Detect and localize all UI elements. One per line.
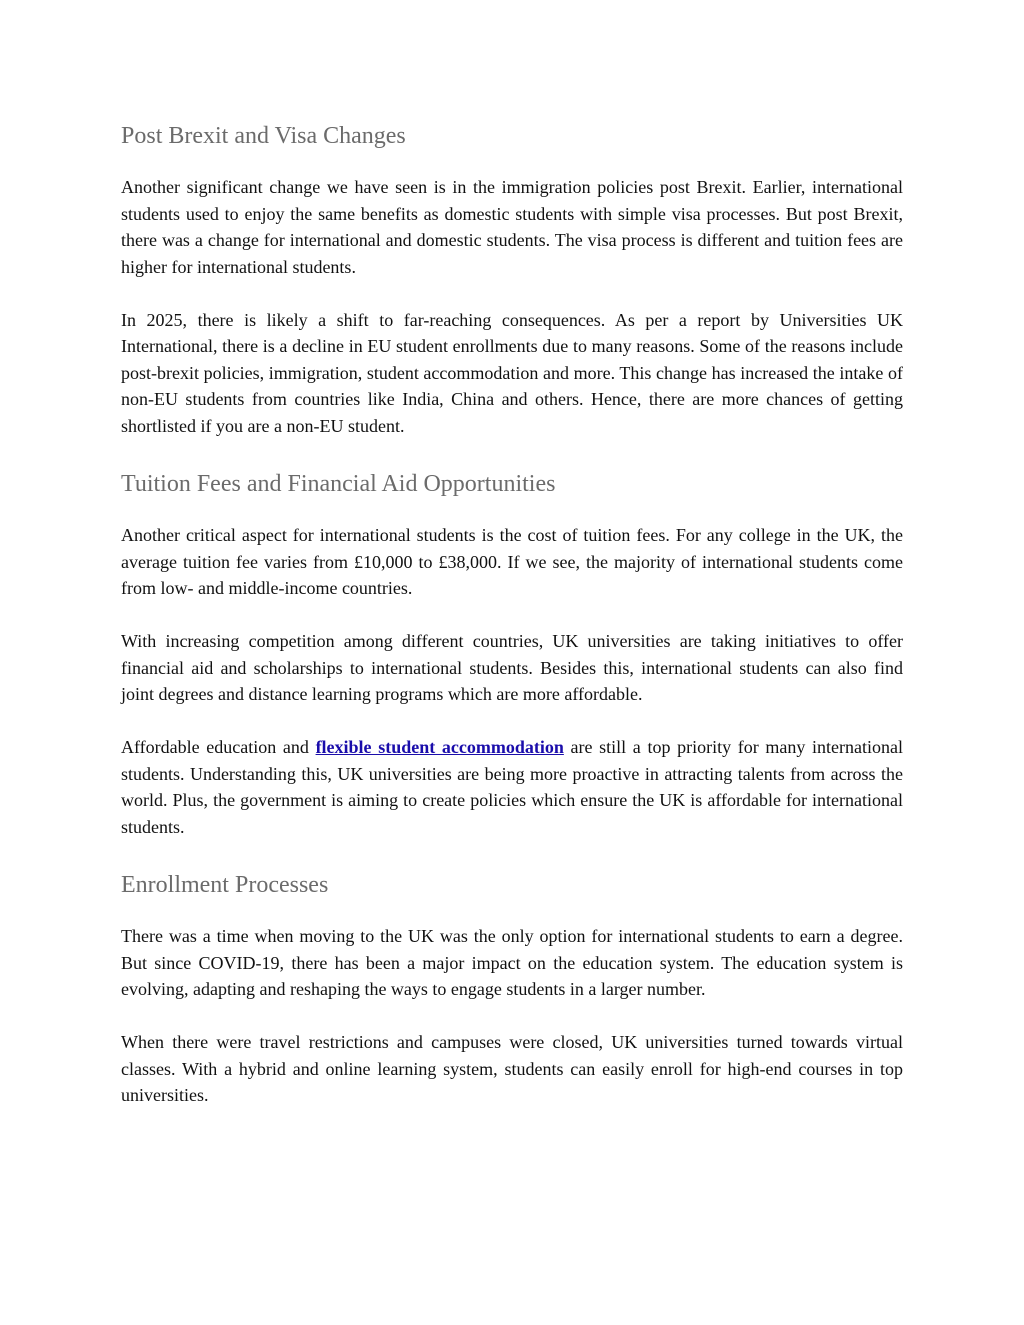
flexible-student-accommodation-link[interactable]: flexible student accommodation	[315, 737, 564, 757]
paragraph: With increasing competition among different countries, UK universities are taking initiatives to offer financial aid and scholarships to international students. Besides this, international students can also find joint degrees and distance learning programs which are more affordable.	[121, 631, 903, 704]
section-heading-post-brexit: Post Brexit and Visa Changes	[121, 123, 406, 149]
link-paragraph-after: are still a top priority for many international students. Understanding this, UK universities are being more proactive in attracting talents from across the world. Plus, the government is aiming to create policies which ensure the UK is affordable for international students.	[121, 737, 903, 837]
paragraph: In 2025, there is likely a shift to far-reaching consequences. As per a report by Universities UK International, there is a decline in EU student enrollments due to many reasons. Some of the reasons include post-brexit policies, immigration, student accommodation and more. This change has increased the intake of non-EU students from countries like India, China and others. Hence, there are more chances of getting shortlisted if you are a non-EU student.	[121, 309, 903, 436]
section-heading-tuition-fees: Tuition Fees and Financial Aid Opportunities	[121, 471, 556, 497]
paragraph: When there were travel restrictions and campuses were closed, UK universities turned towards virtual classes. With a hybrid and online learning system, students can easily enroll for high-end courses in top universities.	[121, 1032, 903, 1105]
document-page	[121, 118, 903, 1109]
link-paragraph-before: Affordable education and	[121, 737, 316, 757]
paragraph: Another significant change we have seen is in the immigration policies post Brexit. Earlier, international students used to enjoy the same benefits as domestic students with simple visa processes. But post Brexit, there was a change for international and domestic students. The visa process is different and tuition fees are higher for international students.	[121, 177, 903, 277]
paragraph: Another critical aspect for international students is the cost of tuition fees. For any college in the UK, the average tuition fee varies from £10,000 to £38,000. If we see, the majority of international students come from low- and middle-income countries.	[121, 525, 903, 598]
paragraph-with-link	[121, 734, 903, 840]
section-heading-enrollment: Enrollment Processes	[121, 872, 329, 898]
paragraph: There was a time when moving to the UK was the only option for international students to earn a degree. But since COVID-19, there has been a major impact on the education system. The education system is evolving, adapting and reshaping the ways to engage students in a larger number.	[121, 926, 903, 999]
